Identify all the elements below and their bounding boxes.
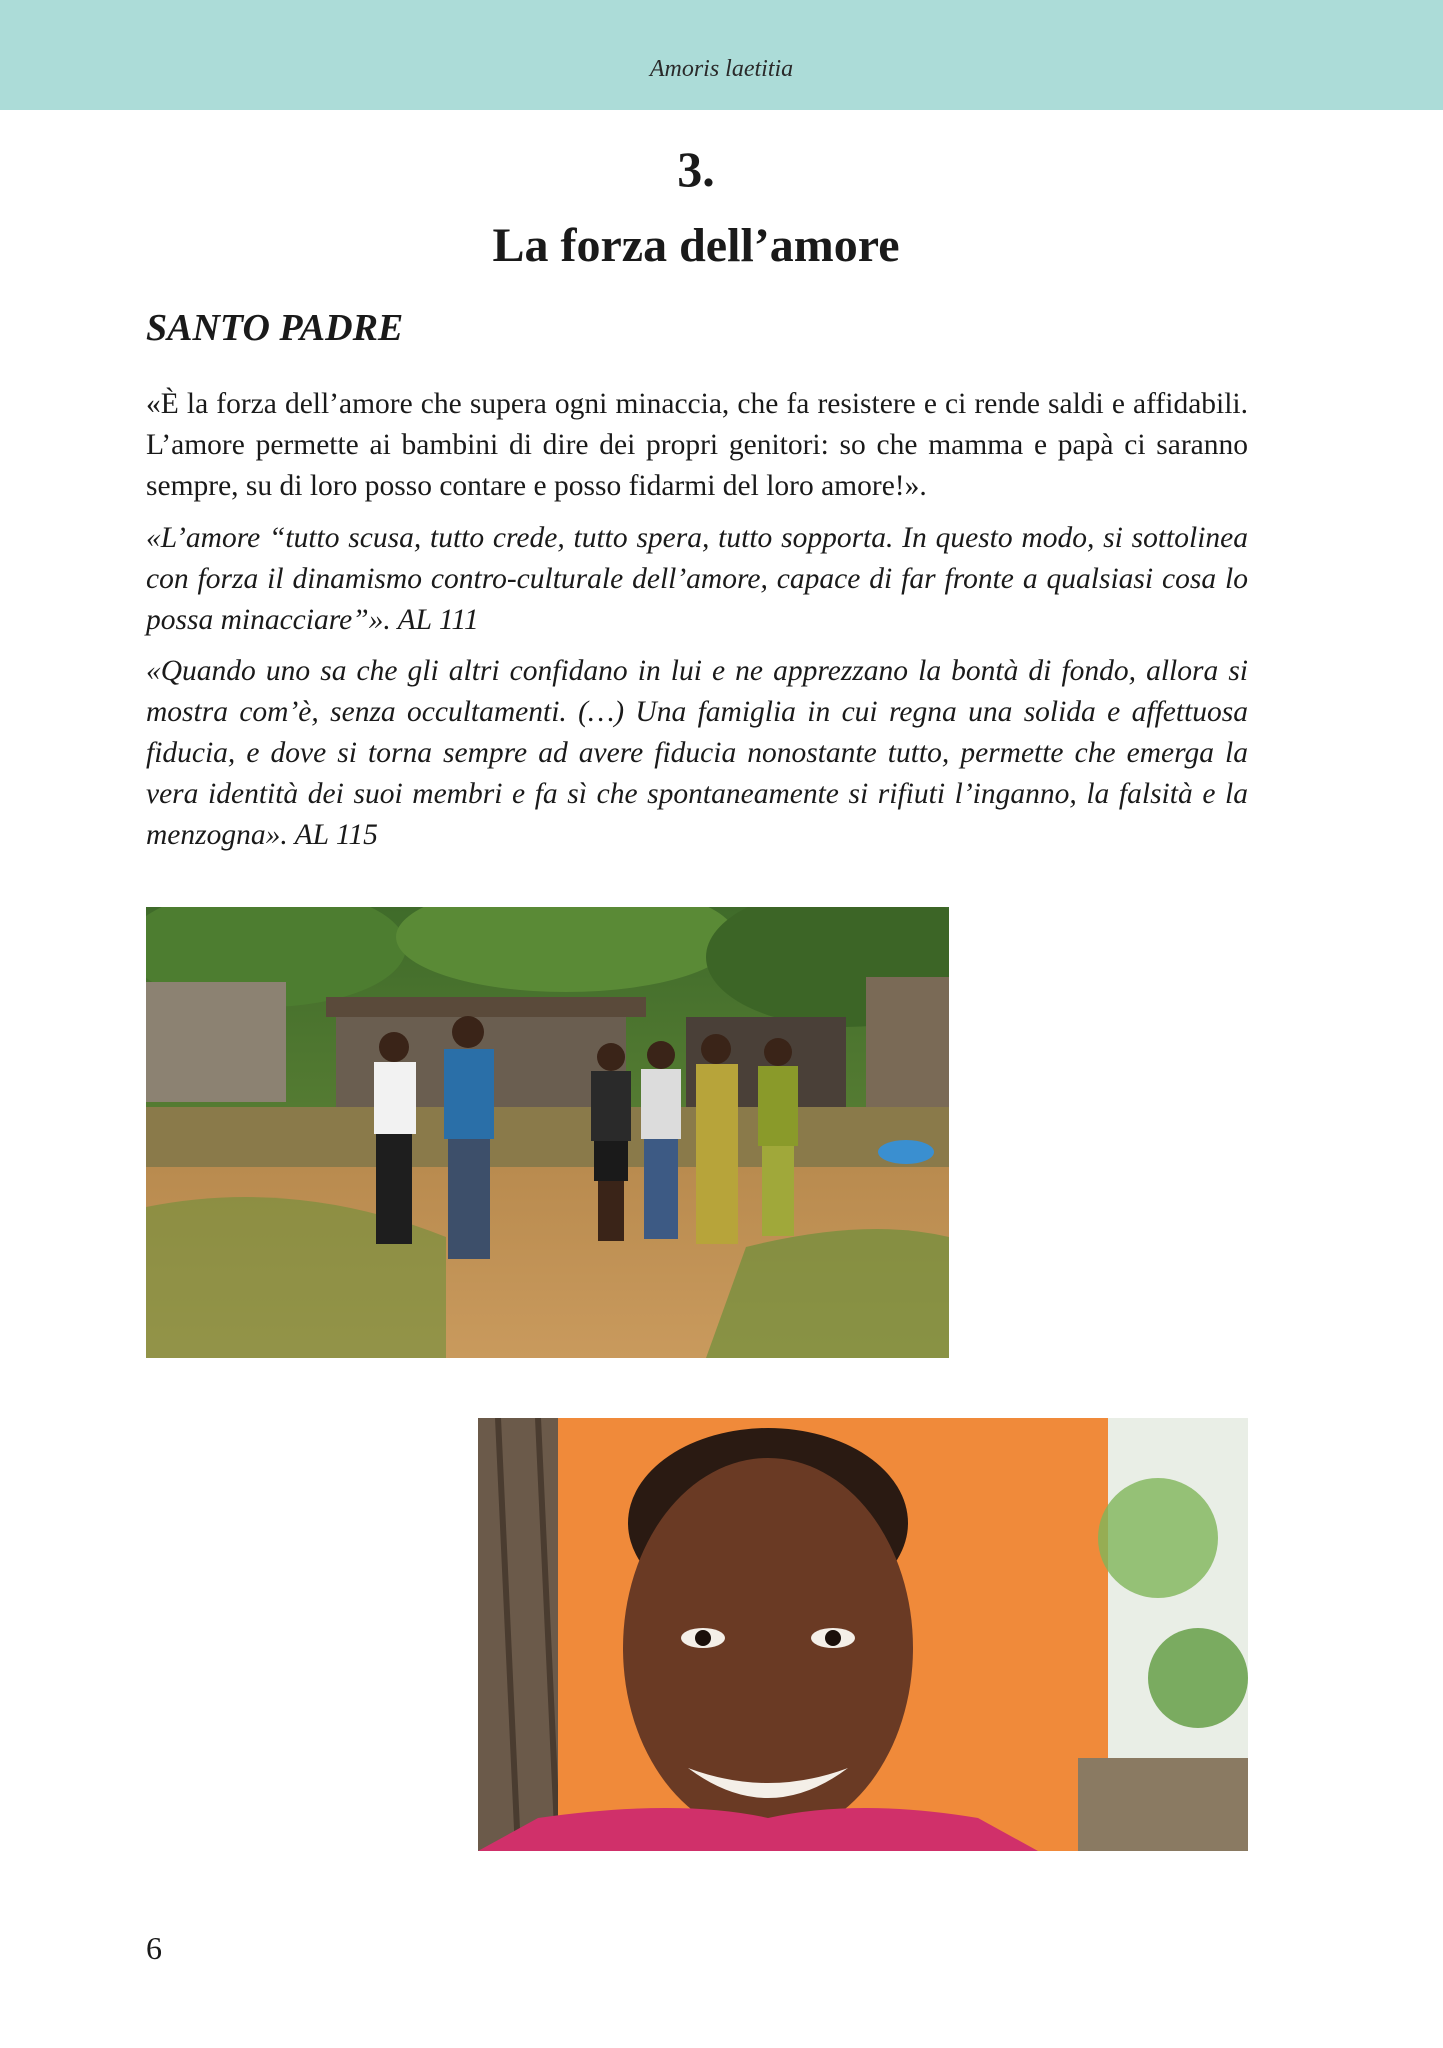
page-number: 6: [146, 1930, 162, 1966]
header-band: [0, 0, 1443, 110]
quote-al-115: «Quando uno sa che gli altri confidano in lui e ne apprezzano la bontà di fondo, allora si mostra com’è, senza occultamenti. (…) Una famiglia in cui regna una solida e affettuosa fiducia, e dove si torna sempre ad avere fiducia nonostante tutto, permette che emerga la vera identità dei suoi membri e fa sì che spontaneamente si rifiuti l’inganno, la falsità e la menzogna». AL 115: [146, 655, 1248, 851]
quote-al-111: «L’amore “tutto scusa, tutto crede, tutto spera, tutto sopporta. In questo modo, si sottolinea con forza il dinamismo contro-culturale dell’amore, capace di far fronte a qualsiasi cosa lo possa minacciare”». AL 111: [146, 522, 1248, 636]
group-photo: [146, 907, 949, 1358]
girl-portrait-photo: [478, 1418, 1248, 1851]
girl-portrait-illustration: [478, 1418, 1248, 1851]
body-paragraph: «È la forza dell’amore che supera ogni minaccia, che fa resistere e ci rende saldi e affidabili. L’amore permette ai bambini di dire dei propri genitori: so che mamma e papà ci saranno sempre, su di loro posso contare e posso fidarmi del loro amore!».: [146, 388, 1248, 502]
group-photo-illustration: [146, 907, 949, 1358]
chapter-title: La forza dell’amore: [492, 219, 900, 272]
section-heading: SANTO PADRE: [146, 307, 404, 349]
running-head: Amoris laetitia: [649, 56, 794, 82]
chapter-number: 3.: [677, 141, 715, 197]
